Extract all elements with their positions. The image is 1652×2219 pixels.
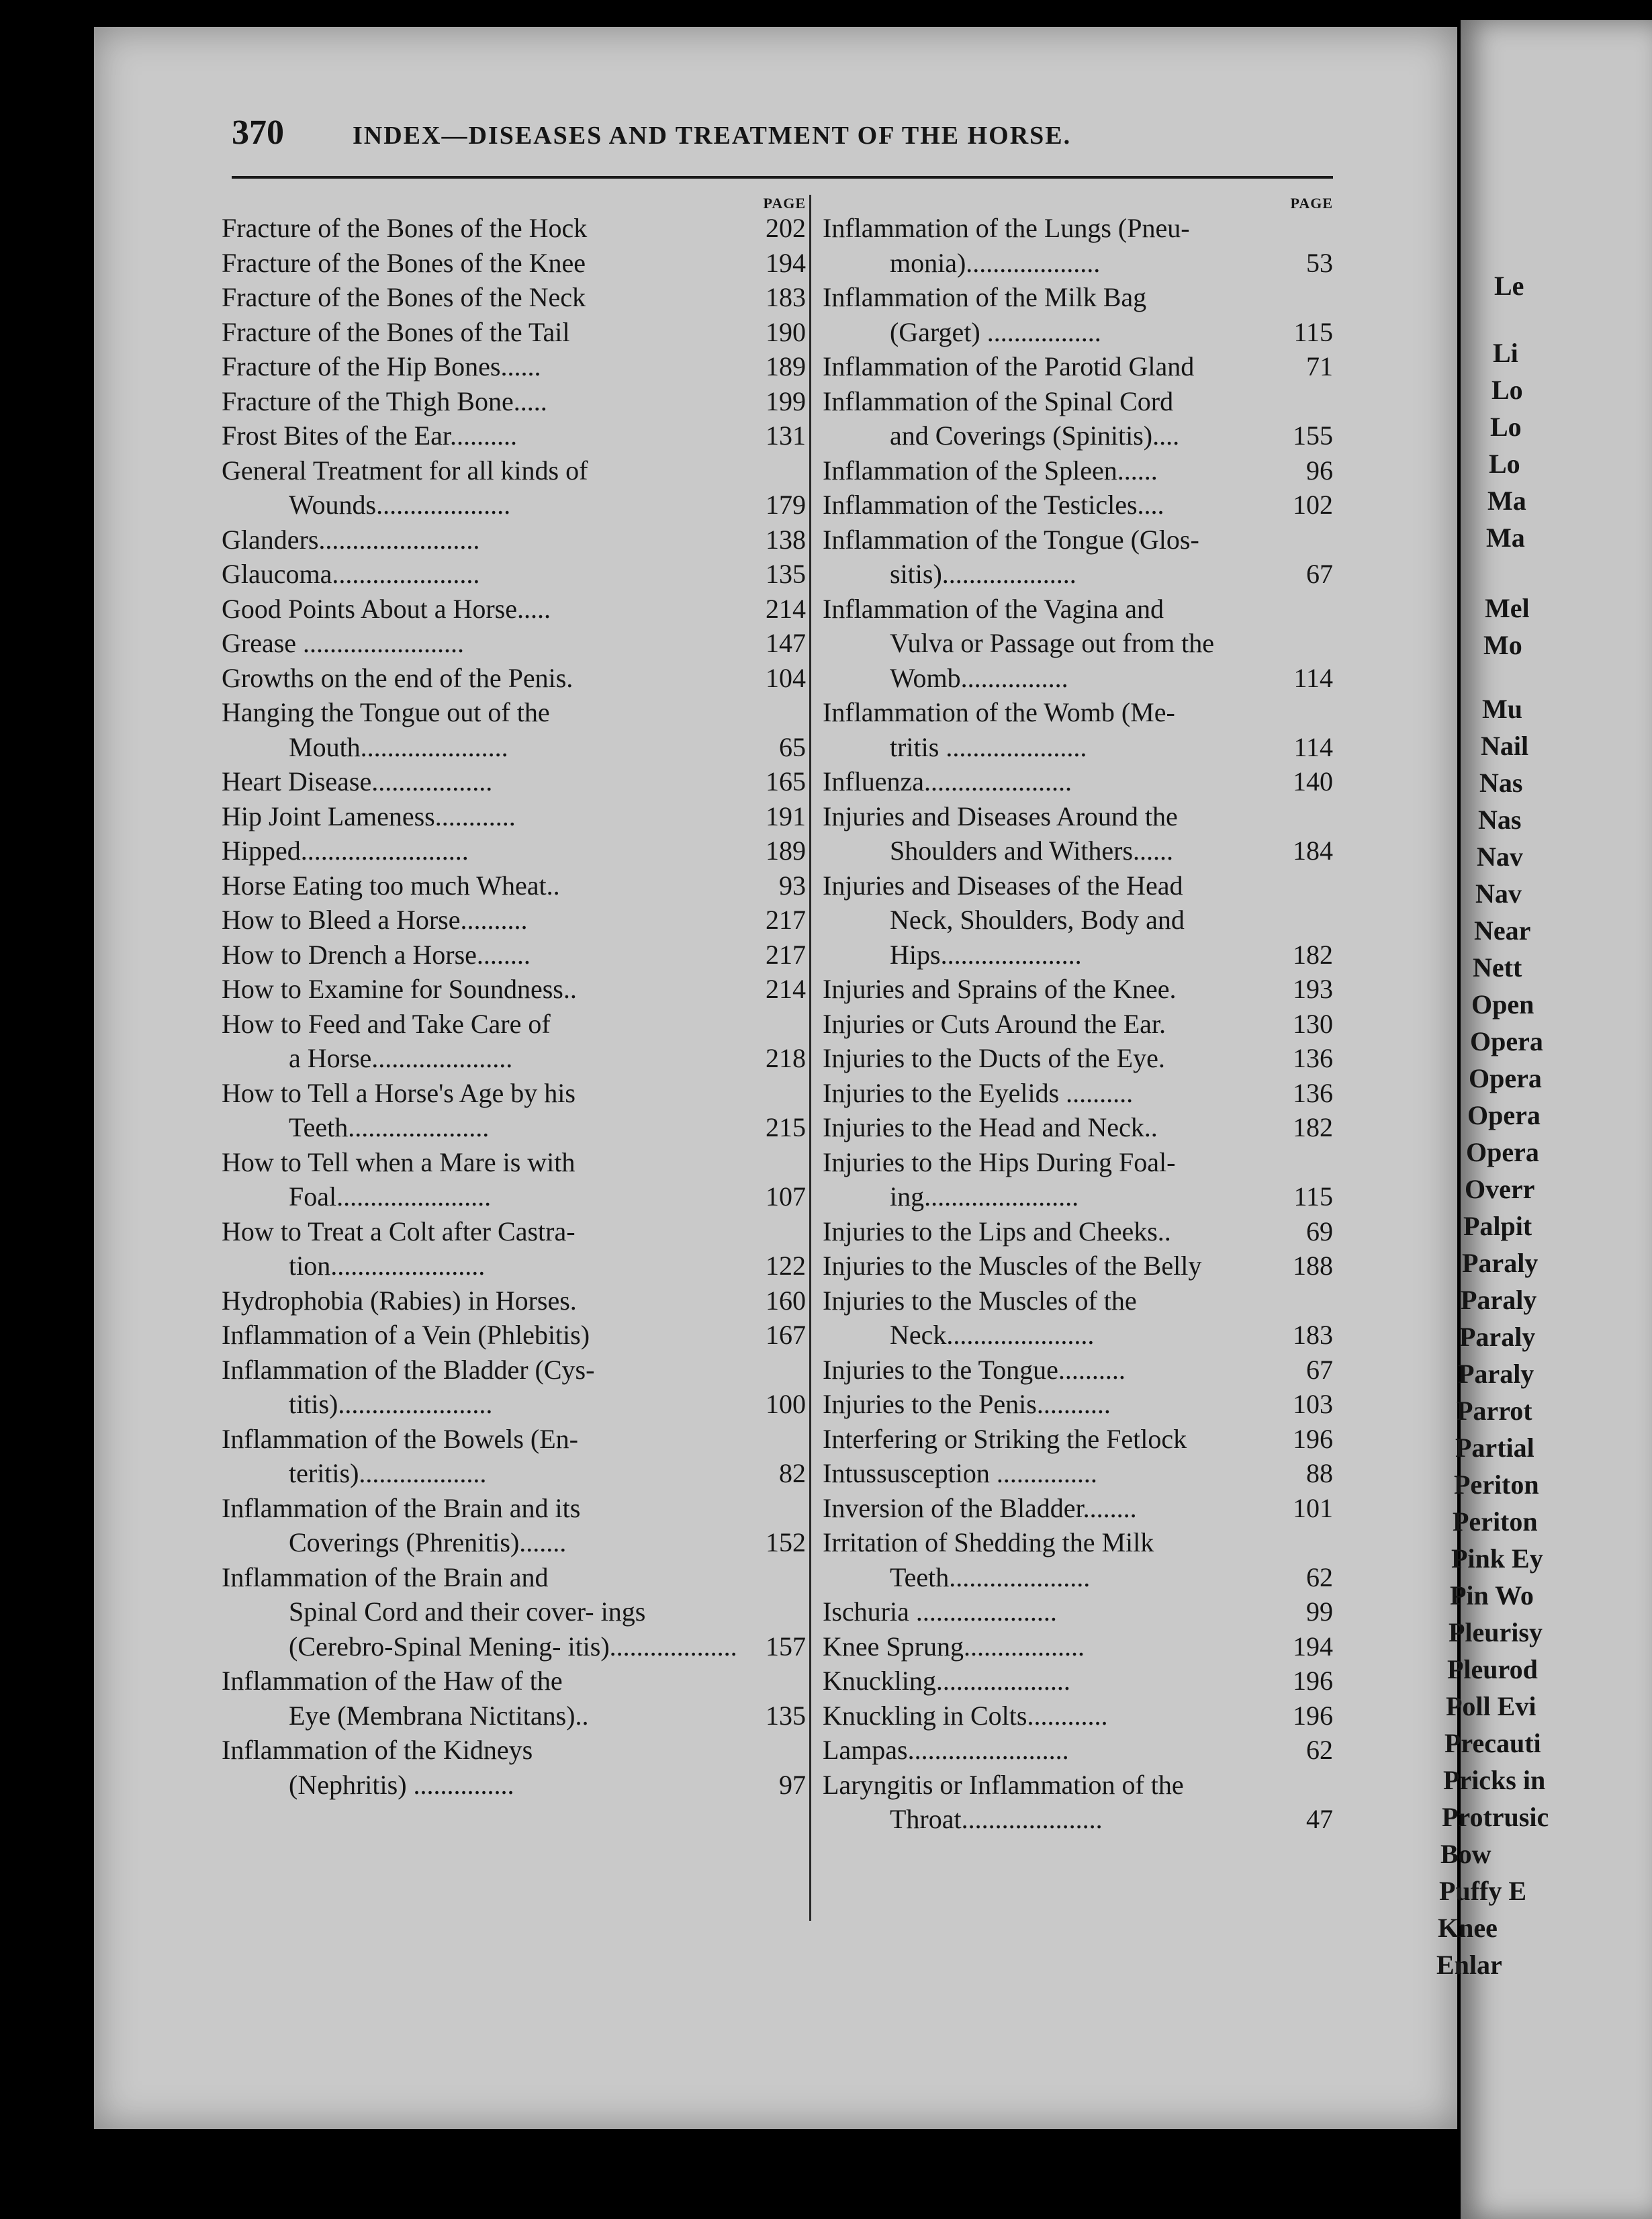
index-entry <box>823 972 1333 1007</box>
entry-title: Influenza...................... <box>823 766 1072 797</box>
header-rule <box>232 176 1333 179</box>
entry-page-number: 218 <box>766 1043 806 1073</box>
facing-page-fragment: Li <box>1493 338 1518 368</box>
index-entry <box>823 280 1333 349</box>
entry-title: Injuries to the Tongue.......... <box>823 1354 1126 1385</box>
entry-title: Inflammation of the Womb (Me- <box>823 697 1175 727</box>
index-entry <box>222 903 806 938</box>
entry-page-number: 188 <box>1293 1251 1333 1281</box>
entry-continuation: ing....................... <box>890 1181 1079 1212</box>
index-entry <box>222 453 806 523</box>
entry-page-number: 189 <box>766 351 806 381</box>
entry-title: Good Points About a Horse..... <box>222 593 551 624</box>
index-entry <box>823 1768 1333 1837</box>
entry-title: Inflammation of the Milk Bag <box>823 282 1147 312</box>
entry-title: Fracture of the Hip Bones...... <box>222 351 541 381</box>
facing-page-fragment: Opera <box>1466 1137 1539 1167</box>
entry-page-number: 115 <box>1293 1181 1333 1212</box>
entry-title: Inflammation of the Spleen...... <box>823 455 1158 486</box>
entry-page-number: 47 <box>1306 1804 1333 1834</box>
index-entry <box>222 972 806 1007</box>
entry-page-number: 194 <box>1293 1631 1333 1662</box>
entry-title: Inflammation of the Lungs (Pneu- <box>823 213 1190 243</box>
entry-title: Fracture of the Bones of the Neck <box>222 282 586 312</box>
entry-page-number: 136 <box>1293 1043 1333 1073</box>
facing-page-fragment: Nas <box>1479 768 1523 798</box>
entry-title: Injuries and Diseases Around the <box>823 801 1178 831</box>
entry-page-number: 202 <box>766 213 806 243</box>
index-entry <box>823 523 1333 592</box>
index-entry <box>823 1491 1333 1526</box>
entry-continuation: Eye (Membrana Nictitans).. <box>289 1700 589 1731</box>
entry-page-number: 82 <box>779 1458 806 1488</box>
entry-page-number: 152 <box>766 1527 806 1557</box>
entry-page-number: 96 <box>1306 455 1333 486</box>
index-entry <box>222 592 806 627</box>
entry-page-number: 103 <box>1293 1389 1333 1419</box>
index-entry <box>222 868 806 903</box>
entry-page-number: 190 <box>766 316 806 347</box>
entry-page-number: 67 <box>1306 559 1333 589</box>
entry-title: Inflammation of the Vagina and <box>823 593 1164 624</box>
index-entry <box>222 695 806 764</box>
entry-page-number: 196 <box>1293 1423 1333 1454</box>
index-entry <box>222 661 806 696</box>
entry-title: Inflammation of the Bowels (En- <box>222 1423 578 1454</box>
entry-title: Interfering or Striking the Fetlock <box>823 1423 1187 1454</box>
entry-title: Irritation of Shedding the Milk <box>823 1527 1154 1557</box>
entry-continuation: Throat..................... <box>890 1804 1103 1834</box>
running-title: INDEX—DISEASES AND TREATMENT OF THE HORSE. <box>353 122 1072 150</box>
facing-page-fragment: Nett <box>1473 952 1522 983</box>
entry-title: Frost Bites of the Ear.......... <box>222 420 517 451</box>
entry-page-number: 100 <box>766 1389 806 1419</box>
entry-title: Glaucoma...................... <box>222 559 480 589</box>
index-entry <box>823 1594 1333 1629</box>
index-entry <box>823 1283 1333 1353</box>
entry-page-number: 182 <box>1293 939 1333 970</box>
entry-title: Fracture of the Bones of the Hock <box>222 213 588 243</box>
entry-title: Injuries to the Eyelids .......... <box>823 1077 1134 1108</box>
entry-title: Inflammation of the Haw of the <box>222 1666 563 1696</box>
entry-title: Inflammation of the Bladder (Cys- <box>222 1354 595 1385</box>
entry-page-number: 69 <box>1306 1216 1333 1247</box>
index-entry <box>222 1145 806 1214</box>
index-entry <box>823 1699 1333 1733</box>
entry-page-number: 135 <box>766 559 806 589</box>
entry-page-number: 194 <box>766 247 806 278</box>
facing-page-fragment: Mo <box>1483 630 1522 660</box>
entry-page-number: 136 <box>1293 1077 1333 1108</box>
entry-title: Grease ........................ <box>222 628 465 658</box>
entry-title: Hanging the Tongue out of the <box>222 697 550 727</box>
index-entry <box>222 1664 806 1733</box>
entry-page-number: 167 <box>766 1320 806 1350</box>
facing-page-fragment: Parrot <box>1457 1396 1532 1426</box>
entry-page-number: 131 <box>766 420 806 451</box>
index-entry <box>222 1422 806 1491</box>
index-entry <box>222 938 806 972</box>
facing-page-fragment: Paraly <box>1458 1359 1534 1389</box>
facing-page-fragment: Periton <box>1453 1506 1538 1537</box>
facing-page-fragment: Poll Evi <box>1446 1691 1536 1721</box>
entry-continuation: (Nephritis) ............... <box>289 1769 514 1800</box>
facing-page-fragment: Paraly <box>1459 1322 1536 1352</box>
facing-page-fragment: Paraly <box>1462 1248 1539 1278</box>
index-entry <box>222 211 806 246</box>
entry-page-number: 114 <box>1293 731 1333 762</box>
facing-page-fragment: Precauti <box>1444 1728 1541 1758</box>
entry-title: Fracture of the Thigh Bone..... <box>222 386 547 416</box>
entry-page-number: 147 <box>766 628 806 658</box>
index-entry <box>823 1076 1333 1111</box>
index-entry <box>222 1214 806 1283</box>
facing-page-fragment: Ma <box>1487 486 1526 516</box>
entry-title: Inflammation of the Tongue (Glos- <box>823 524 1199 555</box>
entry-page-number: 196 <box>1293 1700 1333 1731</box>
entry-page-number: 183 <box>1293 1320 1333 1350</box>
index-entry <box>222 799 806 834</box>
entry-page-number: 217 <box>766 939 806 970</box>
index-entry <box>823 453 1333 488</box>
entry-continuation: Wounds.................... <box>289 490 511 520</box>
entry-page-number: 53 <box>1306 247 1333 278</box>
facing-page-fragment: Puffy E <box>1439 1876 1526 1906</box>
facing-page-fragment: Nail <box>1481 731 1529 761</box>
facing-page-fragment: Ma <box>1486 523 1525 553</box>
entry-title: Injuries or Cuts Around the Ear. <box>823 1008 1166 1039</box>
entry-page-number: 62 <box>1306 1561 1333 1592</box>
entry-title: Knuckling.................... <box>823 1666 1070 1696</box>
facing-page-fragment: Nas <box>1478 805 1522 835</box>
facing-page-fragment: Partial <box>1455 1433 1534 1463</box>
index-entry <box>823 764 1333 799</box>
facing-page-fragment: Overr <box>1465 1174 1535 1204</box>
entry-title: How to Tell when a Mare is with <box>222 1146 576 1177</box>
facing-page-fragment: Pricks in <box>1443 1765 1546 1795</box>
index-entry <box>823 1422 1333 1457</box>
index-entry <box>823 868 1333 972</box>
entry-title: Injuries to the Muscles of the <box>823 1285 1137 1316</box>
index-entry <box>823 695 1333 764</box>
entry-title: Horse Eating too much Wheat.. <box>222 870 560 901</box>
index-entry <box>823 1525 1333 1594</box>
entry-page-number: 101 <box>1293 1492 1333 1523</box>
entry-page-number: 193 <box>1293 974 1333 1004</box>
entry-title: Hipped......................... <box>222 835 469 866</box>
index-entry <box>222 1353 806 1422</box>
entry-title: Hydrophobia (Rabies) in Horses. <box>222 1285 577 1316</box>
entry-continuation: monia).................... <box>890 247 1101 278</box>
facing-page-fragment: Periton <box>1454 1469 1539 1500</box>
index-entry <box>222 280 806 315</box>
entry-page-number: 97 <box>779 1769 806 1800</box>
entry-title: Knee Sprung.................. <box>823 1631 1085 1662</box>
entry-continuation: sitis).................... <box>890 559 1076 589</box>
left-index-column <box>222 195 806 1802</box>
entry-title: Fracture of the Bones of the Tail <box>222 316 570 347</box>
facing-page-fragment: Lo <box>1492 375 1523 405</box>
facing-page-fragment: Lo <box>1489 449 1520 479</box>
index-entry <box>222 1007 806 1076</box>
entry-title: Ischuria ..................... <box>823 1596 1057 1627</box>
index-entry <box>222 349 806 384</box>
facing-page-fragment: Mu <box>1482 694 1522 724</box>
entry-page-number: 62 <box>1306 1735 1333 1765</box>
entry-title: General Treatment for all kinds of <box>222 455 588 486</box>
index-entry <box>823 1249 1333 1283</box>
index-entry <box>222 1076 806 1145</box>
facing-page-fragment: Paraly <box>1461 1285 1537 1315</box>
facing-page-fragment: Opera <box>1470 1026 1543 1056</box>
facing-page-fragment: Enlar <box>1436 1950 1502 1980</box>
facing-page-fragment: Pleurod <box>1447 1654 1538 1684</box>
entry-title: Heart Disease.................. <box>222 766 493 797</box>
index-entry <box>222 246 806 281</box>
entry-continuation: Neck...................... <box>890 1320 1095 1350</box>
entry-page-number: 88 <box>1306 1458 1333 1488</box>
index-entry <box>222 1318 806 1353</box>
page-label: PAGE <box>1290 195 1333 212</box>
index-entry <box>823 1733 1333 1768</box>
entry-page-number: 189 <box>766 835 806 866</box>
index-entry <box>823 592 1333 696</box>
entry-continuation: Teeth..................... <box>890 1561 1091 1592</box>
facing-page-fragment: Mel <box>1485 593 1530 623</box>
entry-continuation: Foal....................... <box>289 1181 492 1212</box>
entry-page-number: 183 <box>766 282 806 312</box>
entry-title: Hip Joint Lameness............ <box>222 801 516 831</box>
facing-page-fragment: Opera <box>1467 1100 1541 1130</box>
entry-page-number: 122 <box>766 1251 806 1281</box>
index-entry <box>222 384 806 419</box>
entry-page-number: 93 <box>779 870 806 901</box>
page-label: PAGE <box>763 195 806 212</box>
entry-title: Inflammation of the Spinal Cord <box>823 386 1174 416</box>
entry-title: Injuries to the Ducts of the Eye. <box>823 1043 1165 1073</box>
index-entry <box>222 418 806 453</box>
entry-title: How to Drench a Horse........ <box>222 939 531 970</box>
entry-page-number: 215 <box>766 1112 806 1142</box>
entry-page-number: 71 <box>1306 351 1333 381</box>
facing-page-fragment: Near <box>1474 915 1531 946</box>
entry-title: Inflammation of a Vein (Phlebitis) <box>222 1320 590 1350</box>
entry-title: Knuckling in Colts............ <box>823 1700 1108 1731</box>
facing-page-fragment: Pink Ey <box>1451 1543 1543 1574</box>
entry-page-number: 157 <box>766 1631 806 1662</box>
entry-page-number: 217 <box>766 905 806 935</box>
entry-page-number: 130 <box>1293 1008 1333 1039</box>
index-entry <box>222 315 806 350</box>
entry-title: Injuries to the Hips During Foal- <box>823 1146 1176 1177</box>
entry-title: Inflammation of the Brain and <box>222 1561 549 1592</box>
entry-page-number: 155 <box>1293 420 1333 451</box>
entry-title: Inflammation of the Brain and its <box>222 1492 581 1523</box>
entry-page-number: 138 <box>766 524 806 555</box>
entry-title: Injuries to the Penis........... <box>823 1389 1111 1419</box>
entry-title: How to Bleed a Horse.......... <box>222 905 528 935</box>
entry-page-number: 102 <box>1293 490 1333 520</box>
facing-page-fragment: Palpit <box>1463 1211 1532 1241</box>
entry-continuation: (Garget) ................. <box>890 316 1101 347</box>
index-entry <box>823 488 1333 523</box>
entry-title: How to Tell a Horse's Age by his <box>222 1077 576 1108</box>
index-entry <box>222 1733 806 1802</box>
entry-continuation: titis)....................... <box>289 1389 493 1419</box>
entry-page-number: 196 <box>1293 1666 1333 1696</box>
entry-page-number: 214 <box>766 593 806 624</box>
entry-title: Growths on the end of the Penis. <box>222 662 573 693</box>
index-entry <box>823 1007 1333 1042</box>
facing-page-fragment: Opera <box>1469 1063 1542 1093</box>
entry-continuation: Neck, Shoulders, Body and Hips..................... <box>890 905 1185 970</box>
entry-title: Inversion of the Bladder........ <box>823 1492 1137 1523</box>
index-entry <box>222 626 806 661</box>
entry-page-number: 107 <box>766 1181 806 1212</box>
entry-page-number: 135 <box>766 1700 806 1731</box>
index-entry <box>823 1456 1333 1491</box>
entry-continuation: Mouth...................... <box>289 731 508 762</box>
entry-continuation: and Coverings (Spinitis).... <box>890 420 1180 451</box>
facing-page-fragment: Nav <box>1475 878 1522 909</box>
column-divider <box>809 195 811 1921</box>
entry-continuation: tion....................... <box>289 1251 486 1281</box>
index-entry <box>823 1664 1333 1699</box>
entry-page-number: 104 <box>766 662 806 693</box>
entry-page-number: 184 <box>1293 835 1333 866</box>
index-entry <box>222 523 806 557</box>
entry-continuation: tritis ..................... <box>890 731 1087 762</box>
facing-page-fragment: Nav <box>1477 842 1523 872</box>
page-number: 370 <box>232 114 284 152</box>
index-entry <box>222 1560 806 1664</box>
entry-page-number: 99 <box>1306 1596 1333 1627</box>
page-header <box>232 113 1333 167</box>
index-entry <box>222 1491 806 1560</box>
index-entry <box>823 211 1333 280</box>
entry-title: Injuries and Sprains of the Knee. <box>823 974 1177 1004</box>
entry-page-number: 214 <box>766 974 806 1004</box>
index-entry <box>222 764 806 799</box>
facing-page-fragment: Lo <box>1490 412 1522 442</box>
entry-page-number: 114 <box>1293 662 1333 693</box>
entry-continuation: Teeth..................... <box>289 1112 490 1142</box>
index-entry <box>823 799 1333 868</box>
facing-page-fragment: Bow <box>1440 1839 1492 1869</box>
entry-continuation: Vulva or Passage out from the Womb................ <box>890 628 1215 693</box>
entry-title: Glanders........................ <box>222 524 480 555</box>
entry-title: Lampas........................ <box>823 1735 1069 1765</box>
index-entry <box>823 1145 1333 1214</box>
entry-page-number: 67 <box>1306 1354 1333 1385</box>
entry-title: How to Treat a Colt after Castra- <box>222 1216 576 1247</box>
index-entry <box>222 1283 806 1318</box>
entry-page-number: 115 <box>1293 316 1333 347</box>
entry-title: Injuries to the Lips and Cheeks.. <box>823 1216 1171 1247</box>
entry-continuation: Coverings (Phrenitis)....... <box>289 1527 567 1557</box>
index-entry <box>823 1041 1333 1076</box>
entry-continuation: a Horse..................... <box>289 1043 513 1073</box>
index-entry <box>823 1353 1333 1388</box>
index-entry <box>823 1214 1333 1249</box>
entry-title: Inflammation of the Testicles.... <box>823 490 1164 520</box>
entry-title: Injuries to the Muscles of the Belly <box>823 1251 1202 1281</box>
facing-page-fragment: Open <box>1471 989 1534 1020</box>
entry-continuation: Spinal Cord and their cover- ings (Cerebro-Spinal Mening- itis)................... <box>289 1596 737 1662</box>
entry-title: Injuries and Diseases of the Head <box>823 870 1183 901</box>
index-entry <box>823 1110 1333 1145</box>
index-entry <box>823 1629 1333 1664</box>
right-index-column <box>823 195 1333 1837</box>
index-entry <box>222 833 806 868</box>
entry-page-number: 179 <box>766 490 806 520</box>
entry-page-number: 160 <box>766 1285 806 1316</box>
entry-title: Laryngitis or Inflammation of the <box>823 1769 1184 1800</box>
facing-page-fragment: Pleurisy <box>1449 1617 1543 1647</box>
entry-page-number: 182 <box>1293 1112 1333 1142</box>
entry-title: Injuries to the Head and Neck.. <box>823 1112 1158 1142</box>
entry-title: Intussusception ............... <box>823 1458 1097 1488</box>
index-entry <box>222 557 806 592</box>
facing-page-fragment: Le <box>1494 271 1524 301</box>
entry-title: Inflammation of the Kidneys <box>222 1735 533 1765</box>
entry-title: Fracture of the Bones of the Knee <box>222 247 586 278</box>
facing-page-fragment: Pin Wo <box>1450 1580 1534 1611</box>
facing-page-fragment: Protrusic <box>1442 1802 1549 1832</box>
index-entry <box>823 1387 1333 1422</box>
entry-page-number: 199 <box>766 386 806 416</box>
entry-title: How to Examine for Soundness.. <box>222 974 577 1004</box>
index-entry <box>823 384 1333 453</box>
entry-page-number: 165 <box>766 766 806 797</box>
entry-page-number: 140 <box>1293 766 1333 797</box>
entry-title: Inflammation of the Parotid Gland <box>823 351 1195 381</box>
entry-continuation: teritis)................... <box>289 1458 487 1488</box>
entry-continuation: Shoulders and Withers...... <box>890 835 1174 866</box>
entry-page-number: 191 <box>766 801 806 831</box>
index-entry <box>823 349 1333 384</box>
entry-page-number: 65 <box>779 731 806 762</box>
facing-page-fragment: Knee <box>1438 1913 1498 1943</box>
entry-title: How to Feed and Take Care of <box>222 1008 551 1039</box>
